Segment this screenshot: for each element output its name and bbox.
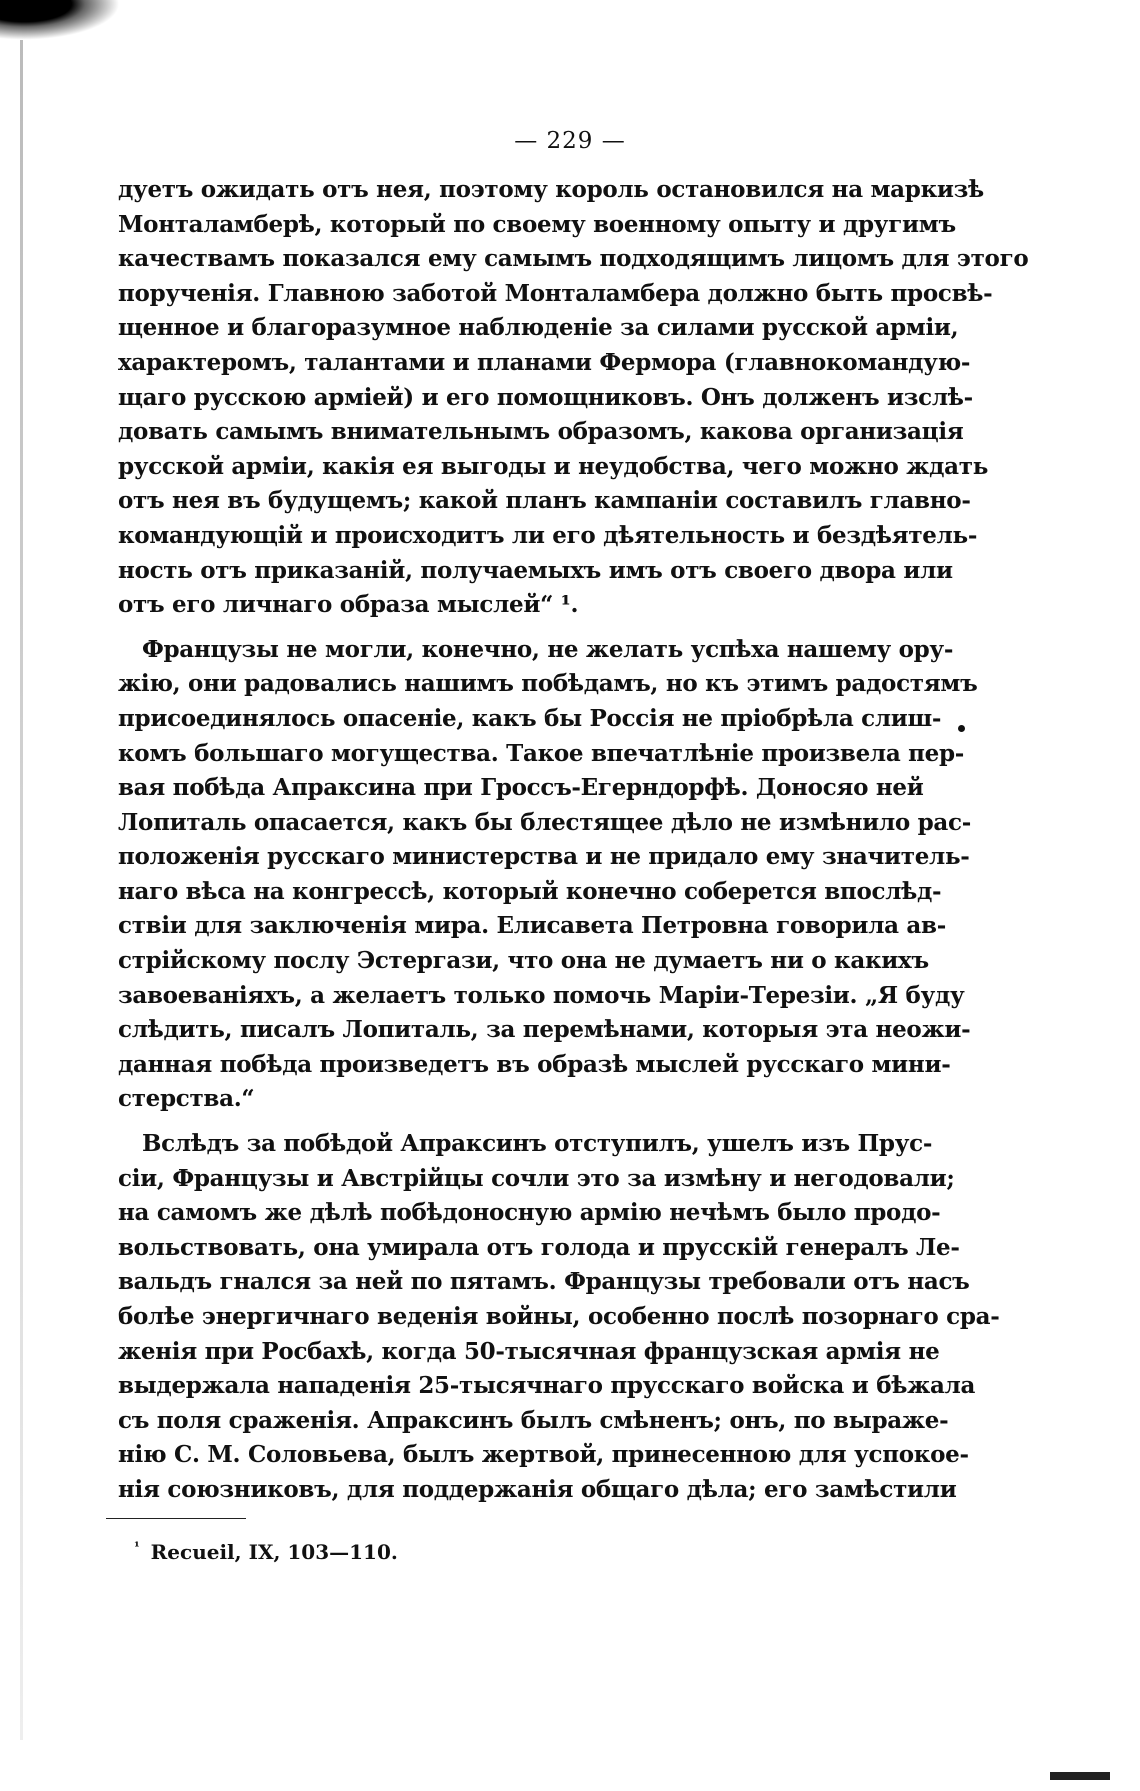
text-line: Французы не могли, конечно, не желать успѣха нашему ору- (142, 635, 954, 663)
text-line: комъ большаго могущества. Такое впечатлѣніе произвела пер- (118, 739, 965, 767)
text-line: щенное и благоразумное наблюденіе за силами русской арміи, (118, 314, 959, 342)
text-line: Монталамберѣ, который по своему военному опыту и другимъ (118, 210, 956, 238)
text-line: довать самымъ внимательнымъ образомъ, какова организація (118, 418, 964, 446)
paragraph-2 (118, 633, 978, 1117)
text-line: положенія русскаго министерства и не придало ему значитель- (118, 843, 970, 871)
text-line: сіи, Французы и Австрійцы сочли это за измѣну и негодовали; (118, 1164, 955, 1192)
text-line: стрійскому послу Эстергази, что она не думаетъ ни о какихъ (118, 947, 929, 975)
text-line: нію С. М. Соловьева, былъ жертвой, принесенною для успокое- (118, 1441, 969, 1469)
text-line: вальдъ гнался за ней по пятамъ. Французы требовали отъ насъ (118, 1268, 970, 1296)
text-line: русской арміи, какія ея выгоды и неудобства, чего можно ждать (118, 452, 989, 480)
footnote-text: Recueil, IX, 103—110. (150, 1540, 398, 1564)
text-line: дуетъ ожидать отъ нея, поэтому король остановился на маркизѣ (118, 176, 984, 203)
text-line: вая побѣда Апраксина при Гроссъ-Егерндорфѣ. Доносяо ней (118, 774, 924, 802)
paragraph-3 (118, 1127, 1000, 1508)
text-line: отъ нея въ будущемъ; какой планъ кампаніи составилъ главно- (118, 487, 971, 515)
text-line: выдержала нападенія 25-тысячнаго прусскаго войска и бѣжала (118, 1372, 976, 1400)
text-line: Лопиталь опасается, какъ бы блестящее дѣло не измѣнило рас- (118, 808, 971, 836)
text-line: отъ его личнаго образа мыслей“ ¹. (118, 591, 579, 619)
footnote-divider (106, 1518, 246, 1519)
scan-ink-blot (0, 0, 120, 40)
text-line: женія при Росбахѣ, когда 50-тысячная французская армія не (118, 1337, 940, 1365)
text-line: ность отъ приказаній, получаемыхъ имъ отъ своего двора или (118, 556, 953, 584)
footnote-marker: ¹ (134, 1540, 140, 1556)
text-line: стерства.“ (118, 1085, 255, 1113)
scan-page-edge (20, 40, 23, 1740)
text-line: присоединялось опасеніе, какъ бы Россія не пріобрѣла слиш- (118, 704, 942, 732)
text-line: порученія. Главною заботой Монталамбера должно быть просвѣ- (118, 279, 993, 307)
body-text (118, 173, 1029, 1508)
text-line: слѣдить, писалъ Лопиталь, за перемѣнами, которыя эта неожи- (118, 1016, 971, 1044)
text-line: жію, они радовались нашимъ побѣдамъ, но къ этимъ радостямъ (118, 670, 978, 698)
scan-corner-mark (1050, 1772, 1110, 1780)
text-line: качествамъ показался ему самымъ подходящимъ лицомъ для этого (118, 245, 1029, 273)
footnote (134, 1540, 398, 1564)
text-line: болѣе энергичнаго веденія войны, особенно послѣ позорнаго сра- (118, 1303, 1000, 1330)
text-line: нія союзниковъ, для поддержанія общаго дѣла; его замѣстили (118, 1475, 957, 1503)
text-line: наго вѣса на конгрессѣ, который конечно соберется впослѣд- (118, 877, 942, 905)
text-line: щаго русскою арміей) и его помощниковъ. Онъ долженъ изслѣ- (118, 383, 973, 411)
text-line: командующій и происходитъ ли его дѣятельность и бездѣятель- (118, 521, 978, 549)
text-line: данная побѣда произведетъ въ образѣ мыслей русскаго мини- (118, 1050, 951, 1078)
text-line: Вслѣдъ за побѣдой Апраксинъ отступилъ, ушелъ изъ Прус- (142, 1130, 933, 1158)
text-line: характеромъ, талантами и планами Фермора (главнокомандую- (118, 348, 971, 376)
page-number: — 229 — (514, 128, 626, 154)
text-line: завоеваніяхъ, а желаетъ только помочь Маріи-Терезіи. „Я буду (118, 981, 965, 1009)
paragraph-1 (118, 173, 1029, 623)
scan-speck (958, 725, 965, 732)
text-line: ствіи для заключенія мира. Елисавета Петровна говорила ав- (118, 912, 946, 940)
text-line: вольствовать, она умирала отъ голода и прусскій генералъ Ле- (118, 1233, 960, 1261)
text-line: съ поля сраженія. Апраксинъ былъ смѣненъ; онъ, по выраже- (118, 1406, 949, 1434)
text-line: на самомъ же дѣлѣ побѣдоносную армію нечѣмъ было продо- (118, 1199, 941, 1227)
